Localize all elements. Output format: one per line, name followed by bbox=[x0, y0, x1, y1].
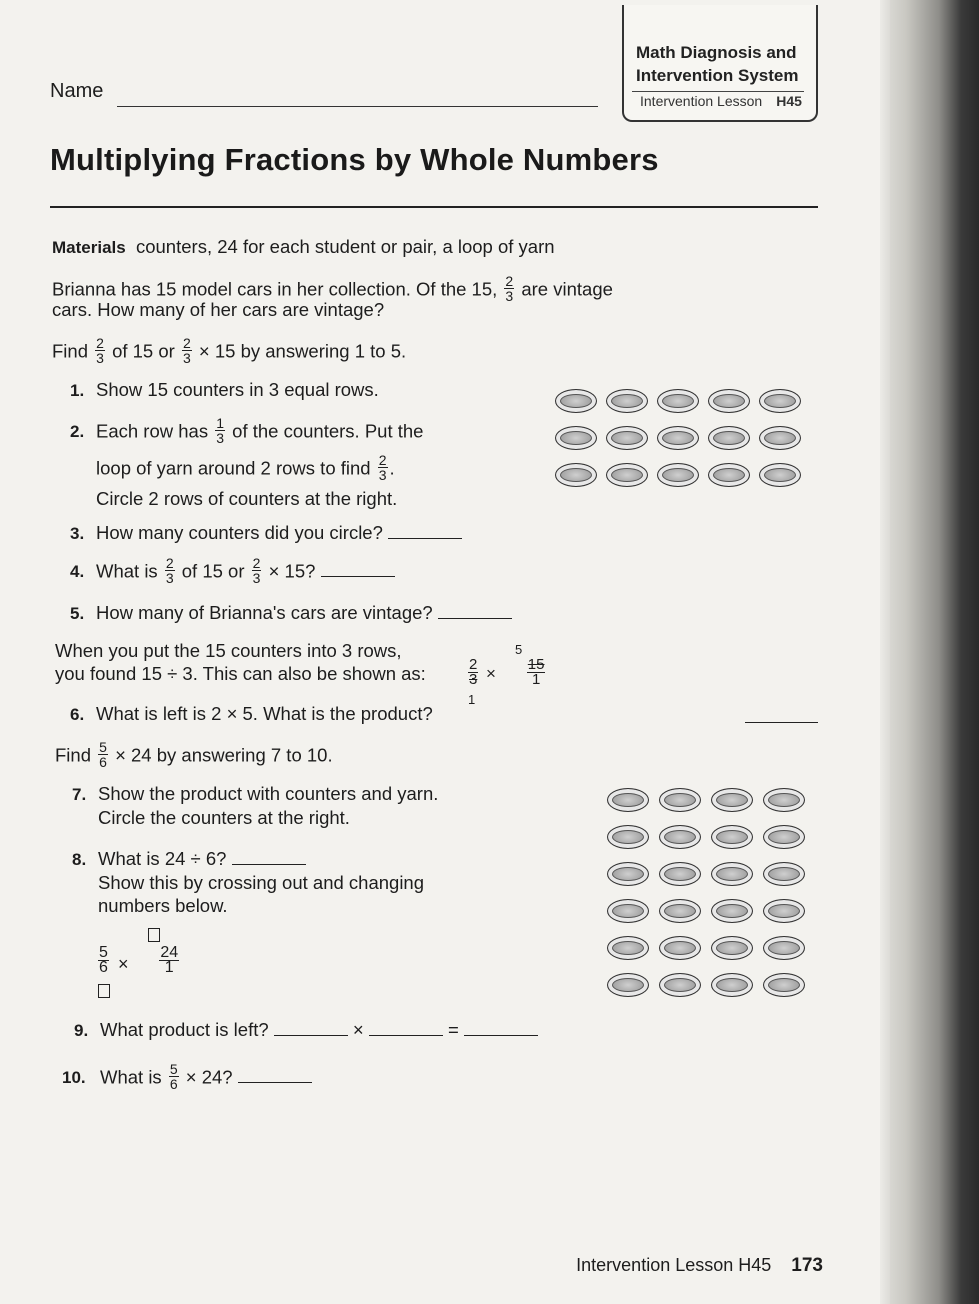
counter bbox=[711, 788, 753, 812]
denominator: 3 bbox=[182, 350, 191, 366]
counter bbox=[711, 899, 753, 923]
page-footer bbox=[576, 1255, 823, 1277]
question-4 bbox=[70, 555, 395, 587]
program-title bbox=[636, 41, 799, 87]
question-number: 2. bbox=[70, 422, 85, 442]
fraction-one-third bbox=[215, 416, 225, 445]
answer-blank-4[interactable] bbox=[321, 558, 395, 577]
numerator: 5 bbox=[169, 1061, 178, 1077]
question-text: × 15? bbox=[268, 560, 316, 582]
question-text: × 24? bbox=[185, 1066, 233, 1088]
counter bbox=[711, 973, 753, 997]
denominator: 3 bbox=[252, 570, 261, 586]
numerator: 24 bbox=[160, 944, 179, 961]
find-text: Find bbox=[55, 744, 91, 766]
question-5 bbox=[70, 600, 512, 625]
footer-lesson-label: Intervention Lesson H45 bbox=[576, 1255, 772, 1275]
denominator: 6 bbox=[169, 1076, 178, 1092]
explanation-line-2: you found 15 ÷ 3. This can also be shown as: bbox=[55, 663, 426, 684]
cancel-fraction-2 bbox=[527, 658, 546, 687]
question-9 bbox=[74, 1017, 538, 1042]
name-label: Name bbox=[50, 80, 104, 102]
cancel-new-numerator: 5 bbox=[515, 642, 523, 657]
question-text: Each row has bbox=[96, 420, 209, 442]
numerator: 2 bbox=[96, 335, 104, 351]
denominator: 3 bbox=[216, 430, 225, 446]
counter bbox=[763, 936, 805, 960]
lesson-number: H45 bbox=[776, 93, 802, 109]
numerator: 2 bbox=[505, 273, 514, 289]
program-title-line2: Intervention System bbox=[636, 66, 799, 85]
question-text: of the counters. Put the bbox=[232, 420, 424, 442]
question-text: Circle the counters at the right. bbox=[98, 807, 350, 828]
counter bbox=[711, 825, 753, 849]
find-text: Find bbox=[52, 340, 88, 362]
counter bbox=[657, 463, 699, 487]
counter bbox=[763, 973, 805, 997]
work-fraction-five-sixths bbox=[98, 946, 109, 975]
counter bbox=[763, 862, 805, 886]
find-text: × 24 by answering 7 to 10. bbox=[115, 744, 333, 766]
question-text: of 15 or bbox=[181, 560, 245, 582]
program-divider bbox=[632, 91, 804, 92]
counter bbox=[657, 426, 699, 450]
question-number: 7. bbox=[72, 785, 87, 804]
numerator: 15 bbox=[527, 656, 545, 673]
name-field[interactable] bbox=[117, 106, 598, 107]
fraction-two-thirds bbox=[95, 336, 105, 365]
question-number: 5. bbox=[70, 604, 85, 623]
denominator: 6 bbox=[99, 959, 108, 976]
new-denominator-box[interactable] bbox=[98, 984, 110, 998]
counter bbox=[763, 825, 805, 849]
book-spine bbox=[890, 0, 979, 1304]
counter bbox=[659, 973, 701, 997]
question-text: numbers below. bbox=[98, 895, 228, 916]
question-text: How many of Brianna's cars are vintage? bbox=[96, 602, 433, 623]
denominator: 6 bbox=[99, 754, 107, 770]
question-text: . bbox=[389, 457, 395, 479]
question-6 bbox=[70, 703, 433, 726]
program-label-box bbox=[622, 5, 818, 122]
answer-blank-9b[interactable] bbox=[369, 1017, 443, 1036]
intro-line-2: cars. How many of her cars are vintage? bbox=[52, 299, 385, 320]
fraction-two-thirds bbox=[182, 336, 192, 365]
question-number: 6. bbox=[70, 705, 85, 724]
fraction-two-thirds bbox=[165, 556, 175, 585]
counter bbox=[708, 389, 750, 413]
counter-grid-15 bbox=[555, 389, 801, 487]
counter bbox=[607, 825, 649, 849]
intro-text: Brianna has 15 model cars in her collection. Of the 15, bbox=[52, 278, 498, 300]
counter bbox=[606, 463, 648, 487]
numerator: 2 bbox=[469, 656, 478, 673]
counter bbox=[759, 389, 801, 413]
question-number: 3. bbox=[70, 524, 85, 543]
find-text: of 15 or bbox=[112, 340, 175, 362]
question-8 bbox=[72, 846, 424, 917]
materials-line bbox=[52, 236, 555, 259]
question-10 bbox=[62, 1061, 312, 1093]
answer-blank-6[interactable] bbox=[745, 722, 818, 723]
find-instruction-1 bbox=[52, 335, 407, 367]
answer-blank-8[interactable] bbox=[232, 846, 306, 865]
answer-blank-3[interactable] bbox=[388, 520, 462, 539]
counter bbox=[555, 463, 597, 487]
counter bbox=[657, 389, 699, 413]
lesson-label: Intervention Lesson bbox=[640, 93, 763, 109]
counter bbox=[763, 788, 805, 812]
counter bbox=[659, 788, 701, 812]
counter bbox=[763, 899, 805, 923]
counter bbox=[555, 389, 597, 413]
fraction-two-thirds bbox=[252, 556, 262, 585]
denominator: 3 bbox=[505, 288, 514, 304]
materials-label: Materials bbox=[52, 238, 126, 257]
denominator: 3 bbox=[96, 350, 104, 366]
counter bbox=[607, 862, 649, 886]
new-numerator-box[interactable] bbox=[148, 928, 160, 942]
materials-text: counters, 24 for each student or pair, a loop of yarn bbox=[135, 236, 555, 257]
answer-blank-9c[interactable] bbox=[464, 1017, 538, 1036]
numerator: 2 bbox=[165, 555, 174, 571]
cross-out-work-area bbox=[96, 926, 179, 1002]
counter bbox=[659, 899, 701, 923]
equals-sign: = bbox=[448, 1019, 459, 1040]
question-number: 1. bbox=[70, 381, 85, 400]
counter bbox=[555, 426, 597, 450]
question-text: Show the product with counters and yarn. bbox=[98, 783, 439, 804]
counter-grid-24 bbox=[607, 788, 805, 997]
numerator: 1 bbox=[216, 415, 225, 431]
counter bbox=[607, 899, 649, 923]
find-text: × 15 by answering 1 to 5. bbox=[198, 340, 407, 362]
intro-text-end: are vintage bbox=[521, 278, 613, 300]
counter bbox=[659, 825, 701, 849]
counter bbox=[708, 426, 750, 450]
answer-blank-9a[interactable] bbox=[274, 1017, 348, 1036]
question-text: What is 24 ÷ 6? bbox=[98, 848, 227, 869]
answer-blank-10[interactable] bbox=[238, 1064, 312, 1083]
denominator: 3 bbox=[469, 671, 478, 688]
counter bbox=[607, 936, 649, 960]
cancel-fraction-1 bbox=[468, 658, 478, 687]
counter bbox=[708, 463, 750, 487]
question-text: loop of yarn around 2 rows to find bbox=[96, 457, 371, 479]
denominator: 3 bbox=[165, 570, 174, 586]
counter bbox=[606, 426, 648, 450]
title-rule bbox=[50, 206, 818, 208]
fraction-five-sixths bbox=[169, 1062, 179, 1091]
times-sign: × bbox=[486, 664, 496, 683]
question-number: 4. bbox=[70, 562, 85, 582]
times-sign: × bbox=[118, 954, 129, 974]
counter bbox=[607, 788, 649, 812]
question-text: What is left is 2 × 5. What is the product? bbox=[96, 703, 433, 724]
denominator: 1 bbox=[531, 671, 541, 688]
answer-blank-5[interactable] bbox=[438, 600, 512, 619]
cancellation-example bbox=[462, 642, 545, 712]
cancel-new-denominator: 1 bbox=[468, 692, 476, 707]
counter bbox=[759, 463, 801, 487]
lesson-code bbox=[640, 93, 802, 109]
work-fraction-24 bbox=[159, 946, 179, 975]
times-sign: × bbox=[352, 1019, 364, 1040]
question-text: Show this by crossing out and changing bbox=[98, 872, 425, 893]
counter bbox=[759, 426, 801, 450]
page-number: 173 bbox=[791, 1255, 823, 1276]
numerator: 5 bbox=[99, 739, 107, 755]
fraction-five-sixths bbox=[98, 740, 108, 769]
explanation-line-1: When you put the 15 counters into 3 rows, bbox=[55, 640, 402, 661]
page-title: Multiplying Fractions by Whole Numbers bbox=[50, 142, 659, 177]
fraction-two-thirds bbox=[378, 453, 388, 482]
question-7 bbox=[72, 783, 438, 829]
question-text: What is bbox=[96, 560, 158, 582]
program-title-line1: Math Diagnosis and bbox=[636, 43, 797, 62]
question-text: What product is left? bbox=[100, 1019, 269, 1040]
counter bbox=[659, 936, 701, 960]
question-3 bbox=[70, 520, 462, 545]
question-text: What is bbox=[100, 1066, 162, 1088]
numerator: 2 bbox=[378, 452, 387, 468]
fraction-two-thirds bbox=[504, 274, 514, 303]
question-text: Show 15 counters in 3 equal rows. bbox=[96, 379, 379, 400]
question-number: 8. bbox=[72, 850, 87, 869]
numerator: 2 bbox=[182, 335, 191, 351]
question-2 bbox=[70, 415, 424, 510]
denominator: 1 bbox=[164, 959, 174, 976]
question-number: 9. bbox=[74, 1021, 89, 1040]
find-instruction-2 bbox=[55, 739, 333, 771]
question-text: Circle 2 rows of counters at the right. bbox=[96, 488, 398, 509]
counter bbox=[711, 862, 753, 886]
numerator: 2 bbox=[252, 555, 261, 571]
counter bbox=[606, 389, 648, 413]
question-1 bbox=[70, 379, 379, 402]
numerator: 5 bbox=[99, 944, 108, 961]
denominator: 3 bbox=[378, 467, 387, 483]
question-text: How many counters did you circle? bbox=[96, 522, 383, 543]
counter bbox=[607, 973, 649, 997]
question-number: 10. bbox=[62, 1068, 86, 1088]
counter bbox=[659, 862, 701, 886]
counter bbox=[711, 936, 753, 960]
